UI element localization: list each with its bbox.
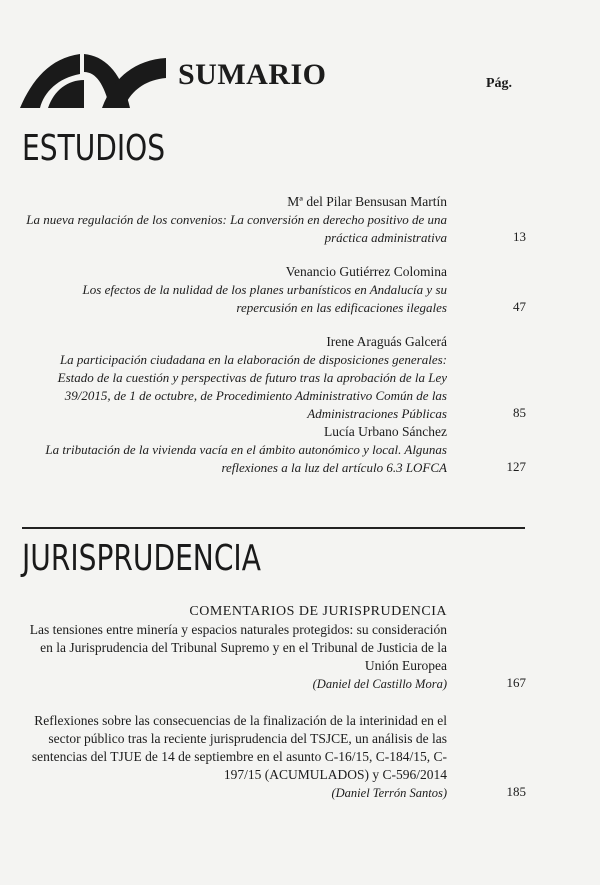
entry-title: La tributación de la vivienda vacía en el ámbito autonómico y local. Algunas reflexiones a la luz del artículo 6.3 LOFCA [45,442,447,475]
entry-page-number: 185 [506,784,526,799]
entry-title: Los efectos de la nulidad de los planes urbanísticos en Andalucía y su repercusión en las edificaciones ilegales [82,282,447,315]
entry-page-number: 85 [513,405,526,420]
toc-entry[interactable] [22,333,447,423]
toc-entry[interactable] [22,621,447,693]
entry-page-number: 127 [506,459,526,474]
subsection-heading-text: COMENTARIOS DE JURISPRUDENCIA [189,604,447,619]
entry-title: La nueva regulación de los convenios: La conversión en derecho positivo de una práctica administrativa [26,212,447,245]
section-heading-estudios: ESTUDIOS [22,128,166,169]
section-divider [22,527,525,529]
toc-entry[interactable] [22,423,447,477]
entry-author: Lucía Urbano Sánchez [324,424,447,439]
entry-author: (Daniel del Castillo Mora) [312,677,447,691]
journal-logo-icon [18,50,168,110]
entry-title: Las tensiones entre minería y espacios naturales protegidos: su consideración en la Jurisprudencia del Tribunal Supremo y en el Tribunal de Justicia de la Unión Europea [29,622,447,673]
entry-author: Mª del Pilar Bensusan Martín [287,194,447,209]
toc-entry[interactable] [22,193,447,247]
entry-page-number: 167 [506,675,526,690]
toc-entry[interactable] [22,263,447,317]
section-heading-jurisprudencia: JURISPRUDENCIA [22,538,261,579]
entry-author: Irene Araguás Galcerá [326,334,447,349]
page-column-label: Pág. [486,76,513,91]
entry-author: (Daniel Terrón Santos) [331,786,447,800]
entry-author: Venancio Gutiérrez Colomina [285,264,447,279]
entry-page-number: 47 [513,299,526,314]
entry-title: La participación ciudadana en la elaboración de disposiciones generales: Estado de la cuestión y perspectivas de futuro tras la aprobación de la Ley 39/2015, de 1 de octubre, de Procedimiento Administrativo Común de las Administraciones Públicas [57,352,447,421]
subsection-heading [22,603,447,621]
toc-entry[interactable] [22,712,447,802]
entry-page-number: 13 [513,229,526,244]
entry-title: Reflexiones sobre las consecuencias de la finalización de la interinidad en el sector público tras la reciente jurisprudencia del TSJCE, un análisis de las sentencias del TJUE de 14 de septiembre en el asunto C-16/15, C-184/15, C-197/15 (ACUMULADOS) y C-596/2014 [31,713,447,782]
page-title: SUMARIO [178,58,327,91]
